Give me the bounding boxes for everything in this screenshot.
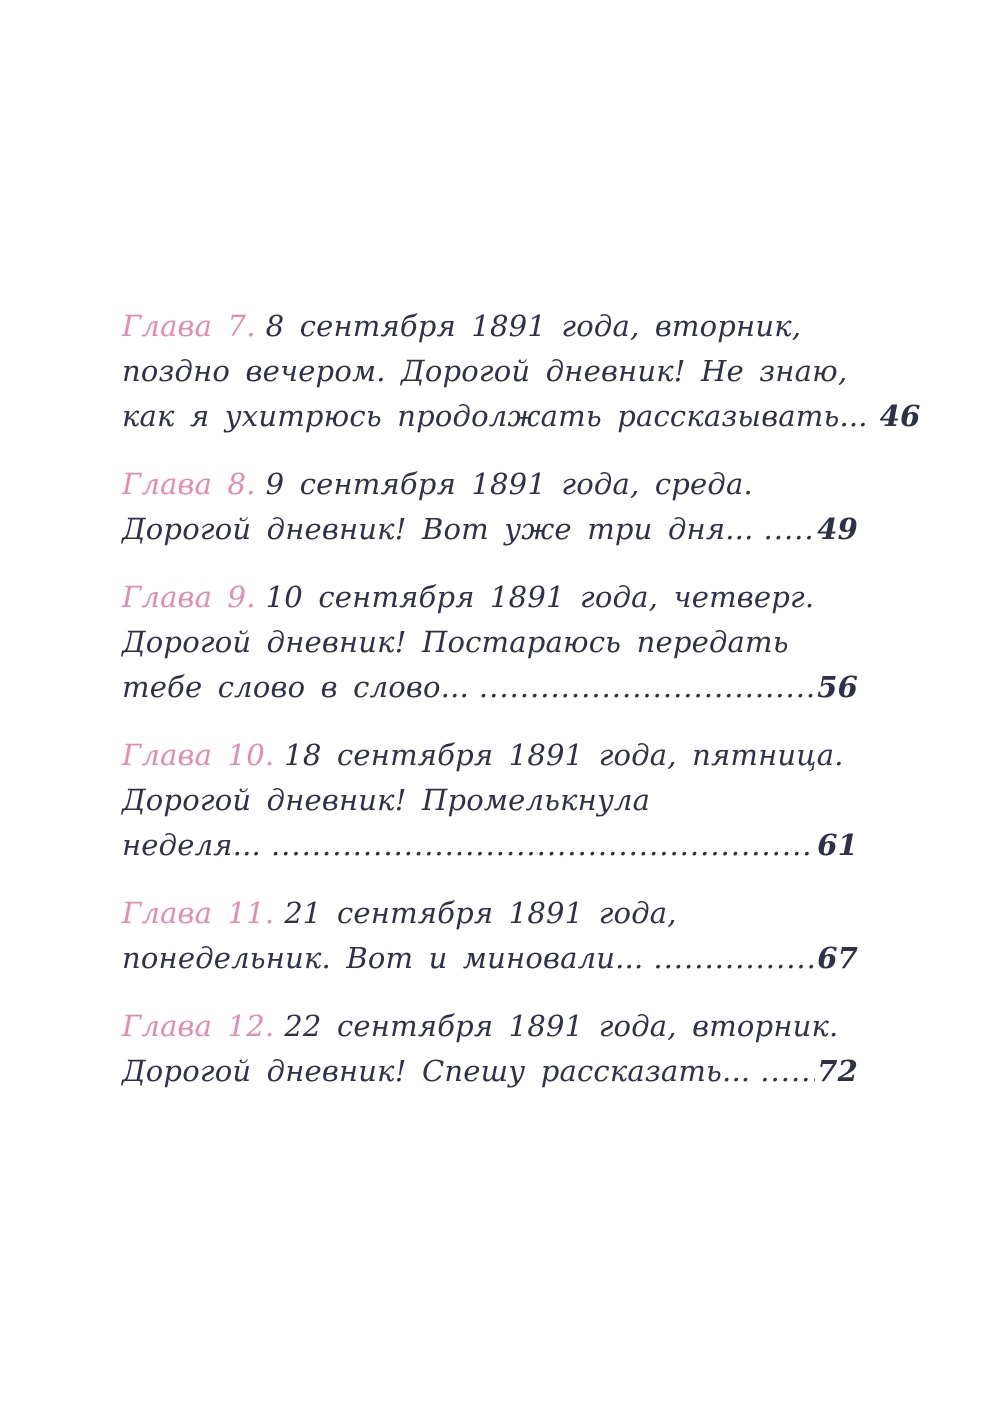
dot-leader <box>271 823 815 868</box>
toc-entry-chapter-10 <box>122 733 858 868</box>
chapter-label: Глава 9. <box>122 580 256 614</box>
dot-leader <box>653 936 815 981</box>
entry-title-text: как я ухитрюсь продолжать рассказывать... <box>122 399 868 433</box>
toc-entry-chapter-12 <box>122 1004 858 1094</box>
chapter-label: Глава 10. <box>122 738 275 772</box>
page-number: 67 <box>817 941 858 975</box>
toc-entry-chapter-8 <box>122 462 858 552</box>
toc-line <box>122 620 858 665</box>
chapter-label: Глава 11. <box>122 896 275 930</box>
toc-line <box>122 575 858 620</box>
table-of-contents <box>122 304 921 1117</box>
page-number: 49 <box>817 512 858 546</box>
entry-title-text: Дорогой дневник! Промелькнула <box>122 783 651 817</box>
page-number: 56 <box>817 670 858 704</box>
entry-title-text: Дорогой дневник! Постараюсь передать <box>122 625 789 659</box>
toc-line <box>122 778 858 823</box>
entry-title-text: 9 сентября 1891 года, среда. <box>265 467 753 501</box>
entry-title-text: поздно вечером. Дорогой дневник! Не знаю, <box>122 354 848 388</box>
entry-title-text: Дорогой дневник! Вот уже три дня... <box>122 512 754 546</box>
dot-leader <box>479 665 815 710</box>
toc-entry-chapter-11 <box>122 891 858 981</box>
entry-title-text: неделя... <box>122 828 261 862</box>
chapter-label: Глава 12. <box>122 1009 275 1043</box>
toc-line <box>122 462 858 507</box>
toc-entry-chapter-7 <box>122 304 921 439</box>
entry-title-text: понедельник. Вот и миновали... <box>122 941 644 975</box>
toc-line <box>122 1049 858 1094</box>
toc-line <box>122 823 858 868</box>
page-number: 72 <box>817 1054 858 1088</box>
toc-line <box>122 394 921 439</box>
toc-entry-chapter-9 <box>122 575 858 710</box>
dot-leader <box>764 507 816 552</box>
entry-title-text: 8 сентября 1891 года, вторник, <box>265 309 802 343</box>
dot-leader <box>760 1049 815 1094</box>
toc-line <box>122 665 858 710</box>
toc-line <box>122 507 858 552</box>
toc-line <box>122 349 858 394</box>
page-number: 46 <box>879 399 921 433</box>
entry-title-text: 18 сентября 1891 года, пятница. <box>284 738 844 772</box>
entry-title-text: 21 сентября 1891 года, <box>284 896 677 930</box>
entry-title-text: 10 сентября 1891 года, четверг. <box>265 580 815 614</box>
page-number: 61 <box>817 828 858 862</box>
chapter-label: Глава 7. <box>122 309 256 343</box>
toc-line <box>122 733 858 778</box>
toc-line <box>122 936 858 981</box>
entry-title-text: Дорогой дневник! Спешу рассказать... <box>122 1054 751 1088</box>
toc-line <box>122 1004 858 1049</box>
toc-line <box>122 304 858 349</box>
toc-line <box>122 891 858 936</box>
entry-title-text: 22 сентября 1891 года, вторник. <box>284 1009 839 1043</box>
entry-title-text: тебе слово в слово... <box>122 670 469 704</box>
chapter-label: Глава 8. <box>122 467 256 501</box>
